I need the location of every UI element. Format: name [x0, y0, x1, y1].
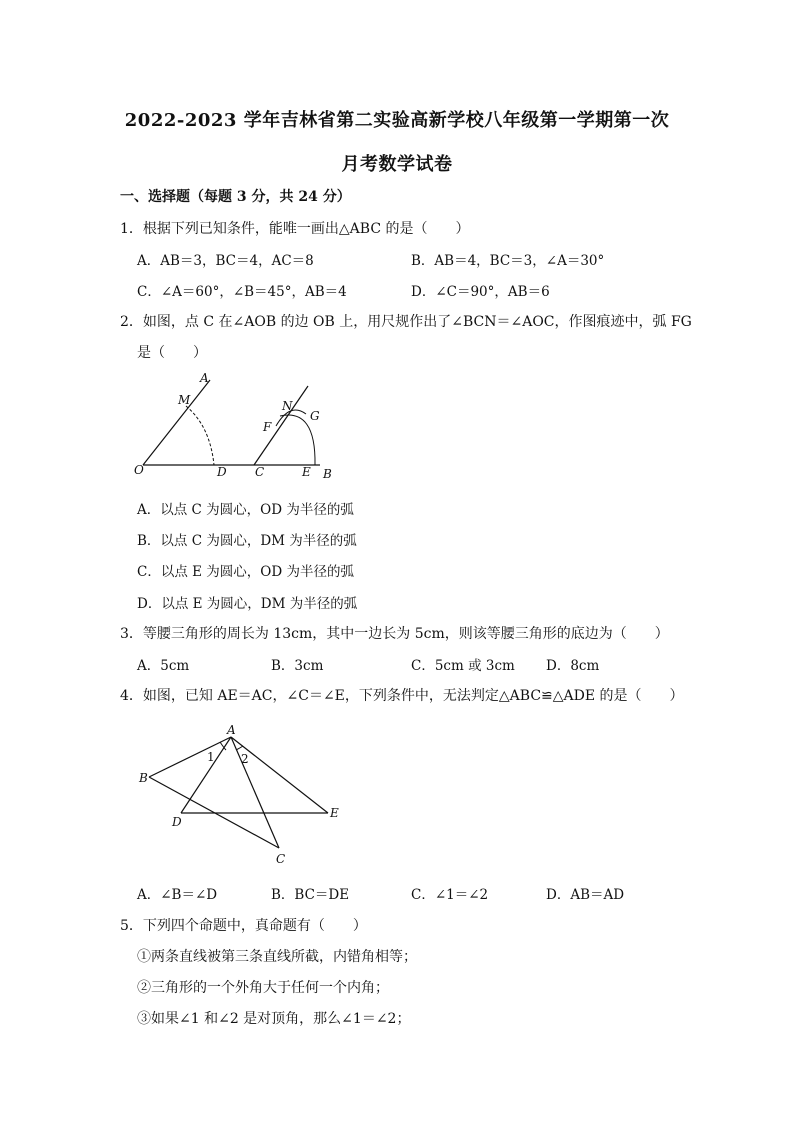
q1-option-c: C．∠A＝60°，∠B＝45°，AB＝4 [137, 284, 347, 300]
q4-segment-ab [149, 737, 231, 777]
q2-label-m: M [178, 393, 191, 407]
q1-option-d: D．∠C＝90°，AB＝6 [411, 284, 550, 300]
q4-option-a: A．∠B＝∠D [137, 887, 218, 903]
exam-title-line2: 月考数学试卷 [341, 154, 453, 175]
q2-stem-line2: 是（ ） [137, 345, 207, 361]
q4-segment-ae [231, 737, 328, 813]
q3-stem: 3．等腰三角形的周长为 13cm，其中一边长为 5cm，则该等腰三角形的底边为（ ） [120, 626, 669, 642]
q4-option-b: B．BC＝DE [271, 887, 350, 903]
q5-item-1: ①两条直线被第三条直线所截，内错角相等； [137, 949, 417, 965]
q2-option-b: B．以点 C 为圆心，DM 为半径的弧 [137, 533, 357, 549]
q2-option-a: A．以点 C 为圆心，OD 为半径的弧 [137, 502, 354, 518]
q4-label-e: E [330, 806, 339, 820]
q4-stem: 4．如图，已知 AE＝AC，∠C＝∠E，下列条件中，无法判定△ABC≌△ADE 的是（ ） [120, 688, 684, 704]
q4-figure [136, 718, 356, 868]
q4-label-b: B [139, 771, 148, 785]
q4-label-a: A [227, 723, 236, 737]
q4-segment-ad [181, 737, 231, 813]
q5-item-3: ③如果∠1 和∠2 是对顶角，那么∠1＝∠2； [137, 1011, 411, 1027]
q2-arc-md [186, 406, 214, 465]
q2-label-b: B [323, 467, 332, 481]
q5-item-2: ②三角形的一个外角大于任何一个内角； [137, 980, 389, 996]
q4-option-d: D．AB＝AD [546, 887, 625, 903]
q2-label-n: N [282, 399, 293, 413]
q1-option-a: A．AB＝3，BC＝4，AC＝8 [137, 253, 314, 269]
q2-label-e: E [302, 465, 311, 479]
q2-option-d: D．以点 E 为圆心，DM 为半径的弧 [137, 596, 358, 612]
q4-label-angle2: 2 [241, 752, 249, 766]
q2-label-o: O [134, 463, 144, 477]
q2-stem-line1: 2．如图，点 C 在∠AOB 的边 OB 上，用尺规作出了∠BCN＝∠AOC，作图痕迹中，弧 FG [120, 314, 692, 330]
q2-figure [130, 368, 350, 486]
q5-stem: 5．下列四个命题中，真命题有（ ） [120, 918, 367, 934]
q4-option-c: C．∠1＝∠2 [411, 887, 489, 903]
q4-label-c: C [276, 852, 286, 866]
q4-label-d: D [172, 815, 182, 829]
q2-label-g: G [310, 409, 320, 423]
q1-option-b: B．AB＝4，BC＝3，∠A＝30° [411, 253, 605, 269]
q2-label-c: C [255, 465, 265, 479]
q2-label-f: F [263, 420, 272, 434]
q4-angle2-arc [236, 746, 243, 750]
q2-label-a: A [200, 371, 209, 385]
q3-option-c: C．5cm 或 3cm [411, 658, 515, 674]
q2-option-c: C．以点 E 为圆心，OD 为半径的弧 [137, 564, 354, 580]
q3-option-a: A．5cm [137, 658, 190, 674]
q3-option-d: D．8cm [546, 658, 600, 674]
q3-option-b: B．3cm [271, 658, 324, 674]
q4-label-angle1: 1 [207, 750, 215, 764]
section-heading: 一、选择题（每题 3 分，共 24 分） [120, 189, 351, 205]
q4-segment-ac [231, 737, 279, 848]
exam-title-line1: 2022-2023 学年吉林省第二实验高新学校八年级第一学期第一次 [124, 110, 670, 131]
q1-stem: 1．根据下列已知条件，能唯一画出△ABC 的是（ ） [120, 221, 470, 237]
q2-label-d: D [217, 465, 227, 479]
